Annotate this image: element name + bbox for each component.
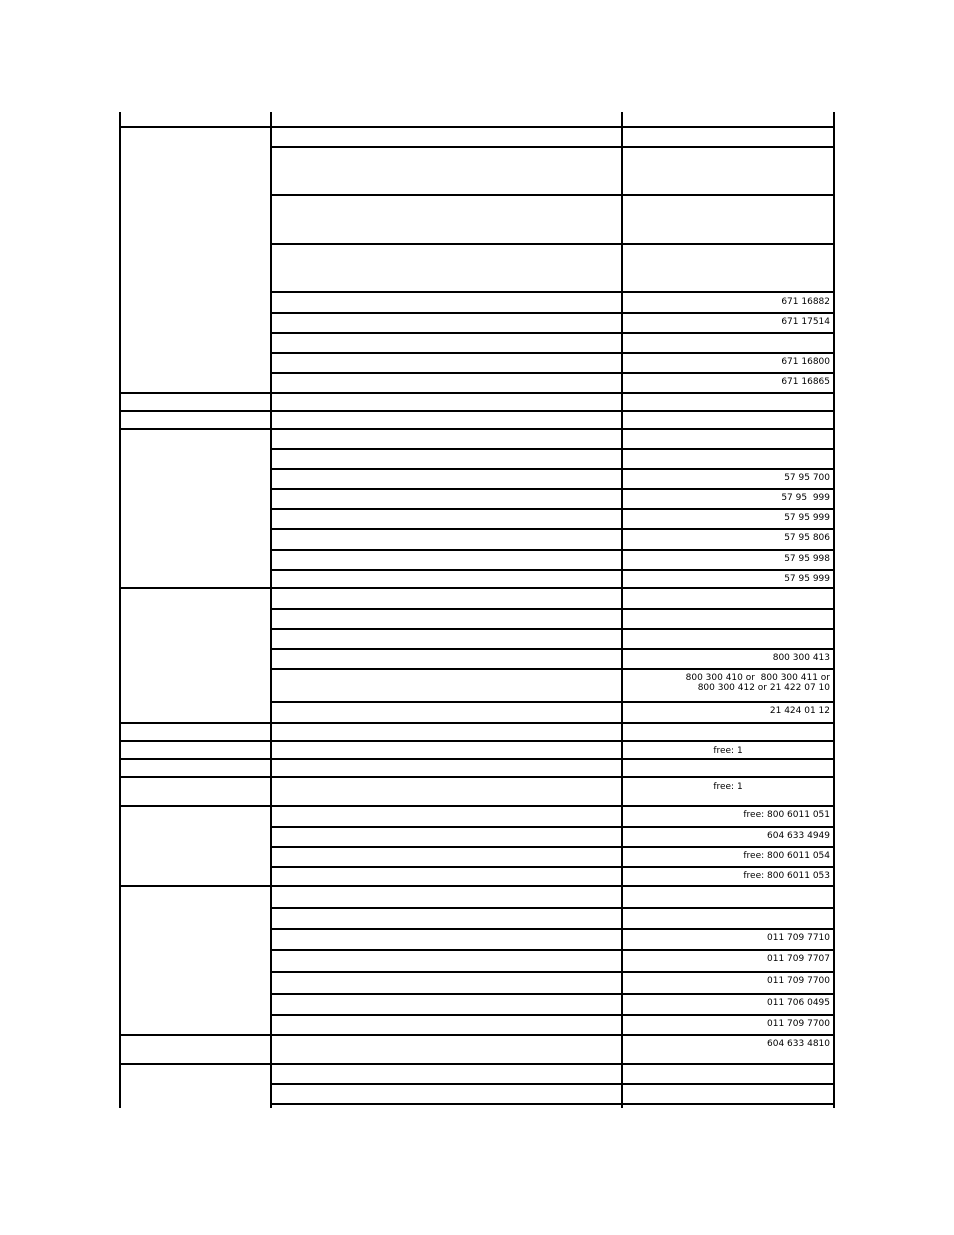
subrow-border	[270, 508, 835, 510]
subrow-border	[270, 569, 835, 571]
subrow-border	[270, 1103, 835, 1105]
phone-number-cell: 011 709 7707	[767, 954, 830, 964]
phone-number-cell: free: 1	[713, 782, 743, 792]
row-border	[119, 885, 835, 887]
row-border	[119, 410, 835, 412]
subrow-border	[270, 846, 835, 848]
subrow-border	[270, 701, 835, 703]
subrow-border	[270, 928, 835, 930]
phone-number-cell: free: 1	[713, 746, 743, 756]
row-border	[119, 428, 835, 430]
row-border	[119, 722, 835, 724]
phone-number-cell: 604 633 4810	[767, 1039, 830, 1049]
row-border	[119, 805, 835, 807]
subrow-border	[270, 1014, 835, 1016]
phone-number-cell: 57 95 700	[784, 473, 830, 483]
phone-number-cell: 57 95 806	[784, 533, 830, 543]
phone-number-cell: 604 633 4949	[767, 831, 830, 841]
subrow-border	[270, 949, 835, 951]
subrow-border	[270, 332, 835, 334]
phone-number-cell: 800 300 413	[772, 653, 830, 663]
row-border	[119, 1034, 835, 1036]
subrow-border	[270, 826, 835, 828]
subrow-border	[270, 866, 835, 868]
subrow-border	[270, 608, 835, 610]
row-border	[119, 758, 835, 760]
subrow-border	[270, 528, 835, 530]
phone-number-cell: 57 95 999	[781, 493, 830, 503]
phone-number-cell: 671 16800	[781, 357, 830, 367]
phone-number-cell: 011 709 7700	[767, 976, 830, 986]
column-border-country	[270, 112, 272, 1108]
subrow-border	[270, 648, 835, 650]
row-border	[119, 126, 835, 128]
subrow-border	[270, 312, 835, 314]
row-border	[119, 587, 835, 589]
subrow-border	[270, 1083, 835, 1085]
row-border	[119, 740, 835, 742]
subrow-border	[270, 372, 835, 374]
row-border	[119, 392, 835, 394]
row-border	[119, 1063, 835, 1065]
phone-number-cell: 800 300 410 or 800 300 411 or 800 300 412 or 21 422 07 10	[685, 673, 830, 693]
subrow-border	[270, 468, 835, 470]
subrow-border	[270, 243, 835, 245]
subrow-border	[270, 993, 835, 995]
subrow-border	[270, 194, 835, 196]
phone-number-cell: free: 800 6011 053	[743, 871, 830, 881]
subrow-border	[270, 907, 835, 909]
subrow-border	[270, 628, 835, 630]
subrow-border	[270, 448, 835, 450]
phone-number-cell: 57 95 999	[784, 513, 830, 523]
subrow-border	[270, 488, 835, 490]
subrow-border	[270, 352, 835, 354]
subrow-border	[270, 971, 835, 973]
row-border	[119, 776, 835, 778]
column-border-right	[833, 112, 835, 1108]
phone-number-cell: free: 800 6011 054	[743, 851, 830, 861]
phone-number-cell: 011 709 7710	[767, 933, 830, 943]
column-border-left	[119, 112, 121, 1108]
phone-number-cell: 57 95 999	[784, 574, 830, 584]
phone-number-cell: 671 17514	[781, 317, 830, 327]
phone-number-cell: 21 424 01 12	[769, 706, 830, 716]
phone-number-cell: 011 706 0495	[767, 998, 830, 1008]
subrow-border	[270, 668, 835, 670]
phone-number-cell: 671 16865	[781, 377, 830, 387]
subrow-border	[270, 549, 835, 551]
subrow-border	[270, 146, 835, 148]
phone-number-cell: 57 95 998	[784, 554, 830, 564]
phone-number-cell: 011 709 7700	[767, 1019, 830, 1029]
subrow-border	[270, 291, 835, 293]
phone-number-cell: 671 16882	[781, 297, 830, 307]
column-border-service	[621, 112, 623, 1108]
phone-number-cell: free: 800 6011 051	[743, 810, 830, 820]
